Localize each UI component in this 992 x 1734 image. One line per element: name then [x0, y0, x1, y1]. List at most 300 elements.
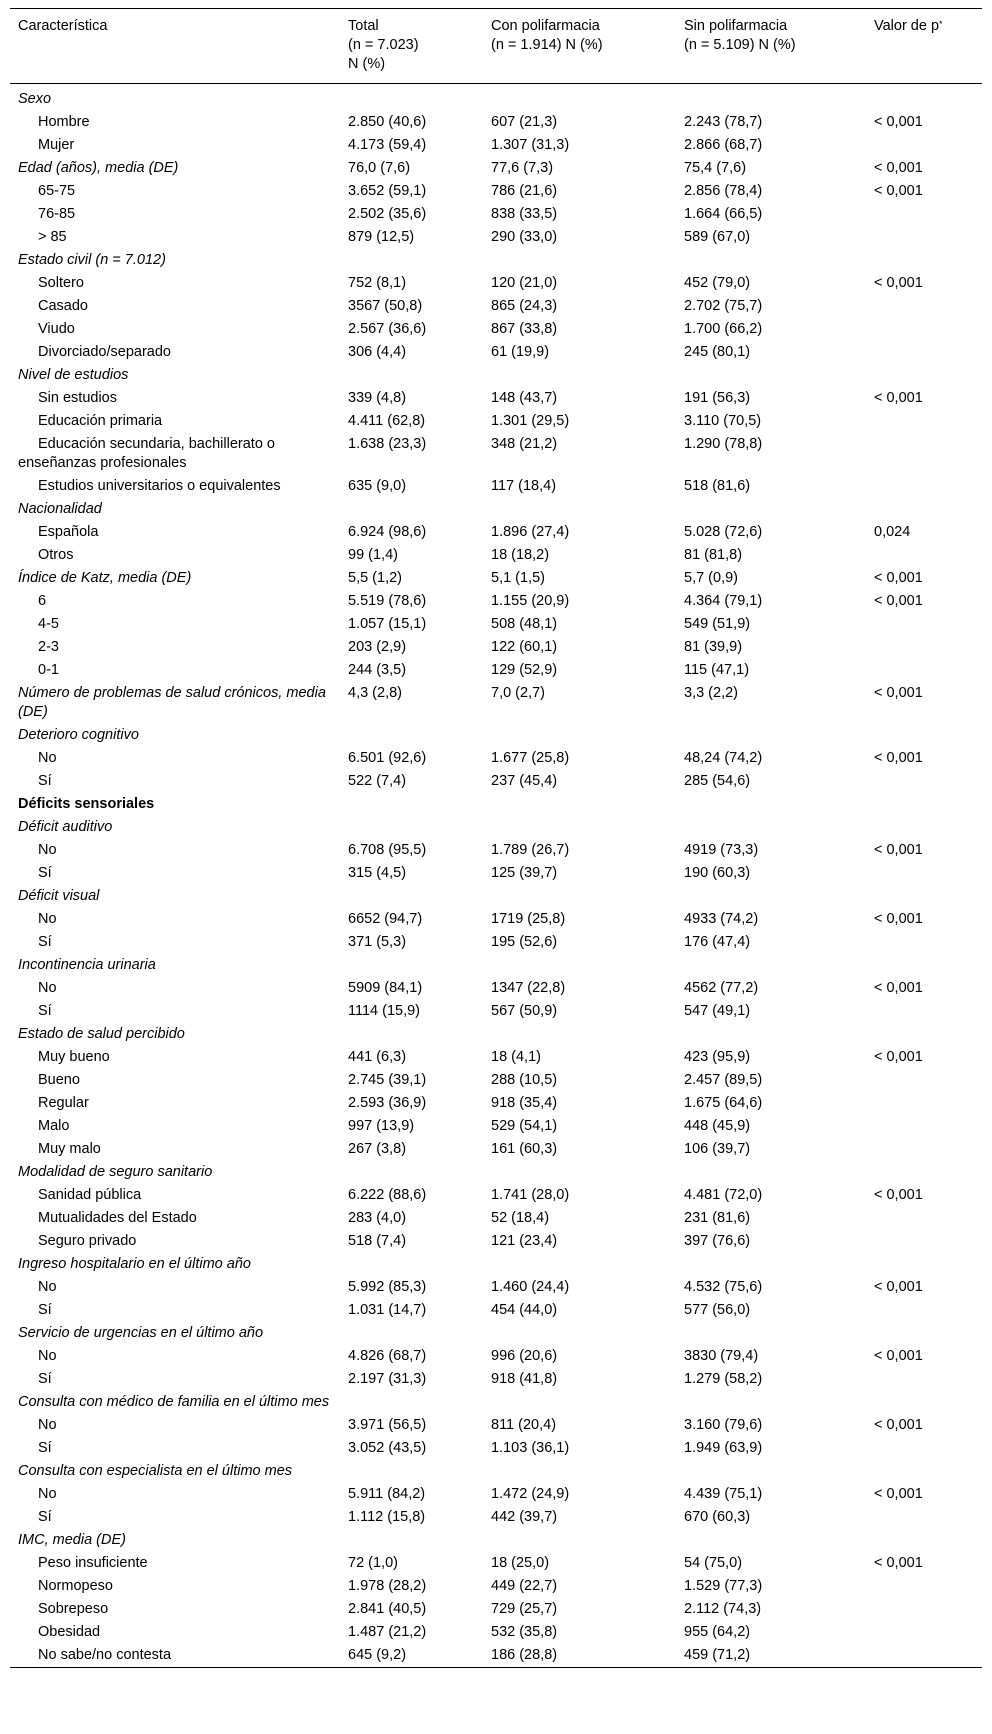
cell-without-polypharmacy: 285 (54,6) [684, 773, 751, 789]
cell-p-value [866, 1506, 982, 1529]
cell-total [340, 1529, 483, 1552]
cell-total [340, 816, 483, 839]
row-label: 0-1 [38, 662, 59, 678]
row-label: Edad (años), media (DE) [18, 160, 179, 176]
cell-without-polypharmacy [676, 1391, 866, 1414]
table-body [10, 84, 982, 1668]
cell-p-value: < 0,001 [874, 390, 923, 406]
table-row [10, 590, 982, 613]
row-label: Mutualidades del Estado [38, 1210, 197, 1226]
cell-with-polypharmacy: 5,1 (1,5) [491, 570, 545, 586]
table-row [10, 1276, 982, 1299]
cell-with-polypharmacy: 1.896 (27,4) [491, 524, 570, 540]
row-label: Sanidad pública [38, 1187, 142, 1203]
cell-total: 752 (8,1) [348, 275, 407, 291]
cell-total: 2.502 (35,6) [348, 206, 427, 222]
cell-p-value [866, 1138, 982, 1161]
cell-total: 5.519 (78,6) [348, 593, 427, 609]
row-label: Sí [38, 1302, 52, 1318]
table-row [10, 544, 982, 567]
table-row [10, 1437, 982, 1460]
cell-total [340, 1460, 483, 1483]
table-row [10, 498, 982, 521]
cell-with-polypharmacy: 186 (28,8) [491, 1647, 558, 1663]
row-label: Estado de salud percibido [18, 1026, 185, 1042]
cell-without-polypharmacy [676, 364, 866, 387]
table-row [10, 364, 982, 387]
cell-total [340, 364, 483, 387]
cell-without-polypharmacy: 54 (75,0) [684, 1555, 743, 1571]
table-row [10, 295, 982, 318]
cell-without-polypharmacy [676, 885, 866, 908]
cell-total: 2.745 (39,1) [348, 1072, 427, 1088]
cell-without-polypharmacy: 1.664 (66,5) [684, 206, 763, 222]
cell-total: 6.708 (95,5) [348, 842, 427, 858]
cell-p-value: < 0,001 [874, 1417, 923, 1433]
table-row [10, 793, 982, 816]
cell-with-polypharmacy [483, 1253, 676, 1276]
table-row [10, 862, 982, 885]
cell-with-polypharmacy: 532 (35,8) [491, 1624, 558, 1640]
table-row [10, 272, 982, 295]
cell-p-value: < 0,001 [874, 1187, 923, 1203]
table-row [10, 1575, 982, 1598]
table-row [10, 885, 982, 908]
cell-total: 315 (4,5) [348, 865, 407, 881]
cell-with-polypharmacy: 508 (48,1) [491, 616, 558, 632]
cell-with-polypharmacy: 529 (54,1) [491, 1118, 558, 1134]
table-row [10, 318, 982, 341]
cell-with-polypharmacy [483, 885, 676, 908]
row-label: Bueno [38, 1072, 80, 1088]
cell-without-polypharmacy: 4.364 (79,1) [684, 593, 763, 609]
row-label: Déficits sensoriales [18, 796, 155, 812]
cell-without-polypharmacy: 4.439 (75,1) [684, 1486, 763, 1502]
row-label: No [38, 1279, 57, 1295]
cell-total [340, 1161, 483, 1184]
row-label: 76-85 [38, 206, 76, 222]
row-label: Servicio de urgencias en el último año [18, 1325, 264, 1341]
table-row [10, 1506, 982, 1529]
row-label: > 85 [38, 229, 67, 245]
row-label: Consulta con especialista en el último mes [18, 1463, 293, 1479]
cell-total: 339 (4,8) [348, 390, 407, 406]
cell-without-polypharmacy: 3.110 (70,5) [684, 413, 762, 429]
cell-p-value [866, 1230, 982, 1253]
row-label: Nacionalidad [18, 501, 102, 517]
cell-without-polypharmacy: 459 (71,2) [684, 1647, 751, 1663]
row-label: Muy malo [38, 1141, 101, 1157]
cell-with-polypharmacy: 454 (44,0) [491, 1302, 558, 1318]
cell-total: 1.487 (21,2) [348, 1624, 427, 1640]
table-row [10, 84, 982, 112]
cell-with-polypharmacy [483, 1460, 676, 1483]
cell-p-value [866, 1023, 982, 1046]
cell-total: 371 (5,3) [348, 934, 407, 950]
cell-without-polypharmacy: 4562 (77,2) [684, 980, 759, 996]
cell-with-polypharmacy: 129 (52,9) [491, 662, 558, 678]
cell-without-polypharmacy [676, 793, 866, 816]
cell-without-polypharmacy [676, 1253, 866, 1276]
cell-total: 244 (3,5) [348, 662, 407, 678]
header-total: Total (n = 7.023) N (%) [348, 18, 419, 72]
cell-without-polypharmacy: 191 (56,3) [684, 390, 751, 406]
row-label: Incontinencia urinaria [18, 957, 156, 973]
cell-without-polypharmacy [676, 1161, 866, 1184]
row-label: No [38, 1486, 57, 1502]
cell-without-polypharmacy [676, 816, 866, 839]
table-row [10, 475, 982, 498]
cell-p-value [866, 862, 982, 885]
table-row [10, 134, 982, 157]
header-row [10, 9, 982, 84]
table-row [10, 157, 982, 180]
cell-without-polypharmacy: 423 (95,9) [684, 1049, 751, 1065]
cell-p-value [866, 613, 982, 636]
row-label: Modalidad de seguro sanitario [18, 1164, 213, 1180]
cell-with-polypharmacy: 290 (33,0) [491, 229, 558, 245]
cell-total: 879 (12,5) [348, 229, 415, 245]
cell-with-polypharmacy: 348 (21,2) [491, 436, 558, 452]
cell-without-polypharmacy [676, 249, 866, 272]
cell-total: 6.222 (88,6) [348, 1187, 427, 1203]
cell-total: 283 (4,0) [348, 1210, 407, 1226]
cell-with-polypharmacy: 122 (60,1) [491, 639, 558, 655]
row-label: 65-75 [38, 183, 76, 199]
cell-p-value [866, 1253, 982, 1276]
cell-p-value: < 0,001 [874, 1049, 923, 1065]
table-row [10, 1368, 982, 1391]
table-row [10, 636, 982, 659]
cell-p-value [866, 1644, 982, 1668]
cell-without-polypharmacy: 245 (80,1) [684, 344, 751, 360]
cell-total: 635 (9,0) [348, 478, 407, 494]
cell-p-value [866, 295, 982, 318]
cell-without-polypharmacy: 2.856 (78,4) [684, 183, 763, 199]
cell-without-polypharmacy: 48,24 (74,2) [684, 750, 763, 766]
cell-p-value [866, 1322, 982, 1345]
cell-total: 522 (7,4) [348, 773, 407, 789]
cell-total: 3.052 (43,5) [348, 1440, 427, 1456]
cell-p-value [866, 724, 982, 747]
cell-p-value [866, 931, 982, 954]
row-label: Soltero [38, 275, 84, 291]
cell-p-value: < 0,001 [874, 183, 923, 199]
cell-p-value [866, 885, 982, 908]
cell-p-value: < 0,001 [874, 980, 923, 996]
cell-with-polypharmacy: 449 (22,7) [491, 1578, 558, 1594]
cell-total: 2.841 (40,5) [348, 1601, 427, 1617]
table-row [10, 659, 982, 682]
cell-p-value [866, 659, 982, 682]
cell-with-polypharmacy: 567 (50,9) [491, 1003, 558, 1019]
cell-without-polypharmacy: 231 (81,6) [684, 1210, 751, 1226]
cell-total [340, 885, 483, 908]
row-label: Otros [38, 547, 74, 563]
cell-total: 72 (1,0) [348, 1555, 398, 1571]
cell-with-polypharmacy: 1.155 (20,9) [491, 593, 570, 609]
cell-p-value [866, 770, 982, 793]
cell-with-polypharmacy [483, 793, 676, 816]
row-label: No [38, 1348, 57, 1364]
cell-p-value [866, 1161, 982, 1184]
cell-total: 1.978 (28,2) [348, 1578, 427, 1594]
cell-total [340, 84, 483, 112]
table-row [10, 1345, 982, 1368]
cell-p-value [866, 1000, 982, 1023]
cell-total: 3.971 (56,5) [348, 1417, 427, 1433]
cell-total [340, 249, 483, 272]
cell-total: 1114 (15,9) [348, 1003, 421, 1019]
row-label: Sexo [18, 91, 52, 107]
row-label: No [38, 750, 57, 766]
row-label: Educación secundaria, bachillerato o enseñanzas profesionales [18, 436, 275, 471]
cell-total: 5909 (84,1) [348, 980, 423, 996]
row-label: No [38, 1417, 57, 1433]
cell-without-polypharmacy [676, 1529, 866, 1552]
table-row [10, 203, 982, 226]
cell-without-polypharmacy: 75,4 (7,6) [684, 160, 747, 176]
table-row [10, 931, 982, 954]
cell-with-polypharmacy [483, 84, 676, 112]
row-label: Muy bueno [38, 1049, 110, 1065]
table-row [10, 1552, 982, 1575]
cell-total: 2.850 (40,6) [348, 114, 427, 130]
cell-total: 3.652 (59,1) [348, 183, 427, 199]
table-row [10, 1483, 982, 1506]
table-row [10, 1644, 982, 1668]
table-row [10, 521, 982, 544]
cell-with-polypharmacy: 918 (35,4) [491, 1095, 558, 1111]
cell-with-polypharmacy: 867 (33,8) [491, 321, 558, 337]
table-row [10, 1023, 982, 1046]
header-with-polypharmacy: Con polifarmacia (n = 1.914) N (%) [491, 18, 603, 53]
cell-with-polypharmacy: 1.677 (25,8) [491, 750, 570, 766]
cell-p-value: < 0,001 [874, 593, 923, 609]
table-row [10, 180, 982, 203]
cell-with-polypharmacy: 117 (18,4) [491, 478, 557, 494]
cell-total: 4.173 (59,4) [348, 137, 427, 153]
cell-p-value: < 0,001 [874, 1279, 923, 1295]
cell-without-polypharmacy: 3.160 (79,6) [684, 1417, 763, 1433]
table-row [10, 1138, 982, 1161]
row-label: Estado civil (n = 7.012) [18, 252, 166, 268]
table-row [10, 1069, 982, 1092]
cell-p-value [866, 364, 982, 387]
table-container [10, 8, 982, 1668]
table-row [10, 1529, 982, 1552]
row-label: Consulta con médico de familia en el último mes [18, 1394, 330, 1410]
cell-with-polypharmacy: 125 (39,7) [491, 865, 558, 881]
cell-with-polypharmacy [483, 1529, 676, 1552]
cell-total [340, 1322, 483, 1345]
cell-with-polypharmacy: 918 (41,8) [491, 1371, 558, 1387]
table-row [10, 747, 982, 770]
row-label: Número de problemas de salud crónicos, media (DE) [18, 685, 326, 720]
cell-p-value [866, 410, 982, 433]
row-label: Deterioro cognitivo [18, 727, 139, 743]
cell-total: 1.031 (14,7) [348, 1302, 427, 1318]
table-row [10, 1184, 982, 1207]
cell-total: 1.057 (15,1) [348, 616, 427, 632]
table-row [10, 1322, 982, 1345]
table-row [10, 1230, 982, 1253]
table-row [10, 111, 982, 134]
cell-p-value: < 0,001 [874, 160, 923, 176]
cell-without-polypharmacy: 1.279 (58,2) [684, 1371, 763, 1387]
cell-total: 6.501 (92,6) [348, 750, 427, 766]
cell-with-polypharmacy [483, 1161, 676, 1184]
cell-without-polypharmacy: 190 (60,3) [684, 865, 751, 881]
cell-p-value [866, 954, 982, 977]
cell-p-value [866, 544, 982, 567]
cell-with-polypharmacy: 607 (21,3) [491, 114, 558, 130]
table-row [10, 1598, 982, 1621]
row-label: No sabe/no contesta [38, 1647, 172, 1663]
table-row [10, 1046, 982, 1069]
row-label: Educación primaria [38, 413, 163, 429]
table-row [10, 1115, 982, 1138]
row-label: Peso insuficiente [38, 1555, 148, 1571]
table-row [10, 433, 982, 475]
cell-with-polypharmacy: 1.301 (29,5) [491, 413, 570, 429]
cell-p-value [866, 249, 982, 272]
cell-p-value [866, 1207, 982, 1230]
cell-with-polypharmacy: 121 (23,4) [491, 1233, 558, 1249]
row-label: 2-3 [38, 639, 59, 655]
cell-p-value [866, 1437, 982, 1460]
row-label: Obesidad [38, 1624, 101, 1640]
table-row [10, 977, 982, 1000]
table-row [10, 249, 982, 272]
row-label: Sí [38, 1440, 52, 1456]
cell-with-polypharmacy: 77,6 (7,3) [491, 160, 554, 176]
cell-with-polypharmacy [483, 1391, 676, 1414]
cell-without-polypharmacy: 547 (49,1) [684, 1003, 751, 1019]
cell-total: 203 (2,9) [348, 639, 407, 655]
cell-total: 306 (4,4) [348, 344, 407, 360]
cell-with-polypharmacy [483, 498, 676, 521]
cell-with-polypharmacy: 18 (25,0) [491, 1555, 550, 1571]
cell-total: 267 (3,8) [348, 1141, 407, 1157]
row-label: Sí [38, 1371, 52, 1387]
cell-total: 4.826 (68,7) [348, 1348, 427, 1364]
cell-without-polypharmacy: 2.866 (68,7) [684, 137, 763, 153]
characteristics-table [10, 8, 982, 1668]
cell-with-polypharmacy [483, 1322, 676, 1345]
cell-without-polypharmacy: 3,3 (2,2) [684, 685, 738, 701]
table-row [10, 724, 982, 747]
table-row [10, 341, 982, 364]
cell-without-polypharmacy: 4.481 (72,0) [684, 1187, 763, 1203]
cell-without-polypharmacy: 955 (64,2) [684, 1624, 751, 1640]
row-label: Divorciado/separado [38, 344, 171, 360]
table-row [10, 410, 982, 433]
cell-without-polypharmacy: 670 (60,3) [684, 1509, 751, 1525]
cell-total: 441 (6,3) [348, 1049, 407, 1065]
cell-p-value: < 0,001 [874, 685, 923, 701]
row-label: Ingreso hospitalario en el último año [18, 1256, 251, 1272]
cell-total: 5,5 (1,2) [348, 570, 402, 586]
cell-with-polypharmacy: 52 (18,4) [491, 1210, 550, 1226]
table-row [10, 770, 982, 793]
table-row [10, 682, 982, 724]
cell-p-value: < 0,001 [874, 842, 923, 858]
row-label: Casado [38, 298, 88, 314]
table-row [10, 1414, 982, 1437]
cell-total: 2.593 (36,9) [348, 1095, 427, 1111]
cell-without-polypharmacy [676, 1023, 866, 1046]
cell-with-polypharmacy [483, 364, 676, 387]
cell-total [340, 954, 483, 977]
table-row [10, 1207, 982, 1230]
cell-p-value [866, 1299, 982, 1322]
cell-with-polypharmacy [483, 816, 676, 839]
cell-p-value [866, 1391, 982, 1414]
cell-without-polypharmacy [676, 1460, 866, 1483]
cell-p-value [866, 318, 982, 341]
cell-p-value: < 0,001 [874, 275, 923, 291]
row-label: No [38, 842, 57, 858]
row-label: Malo [38, 1118, 70, 1134]
cell-p-value: < 0,001 [874, 1486, 923, 1502]
row-label: Viudo [38, 321, 75, 337]
cell-p-value [866, 1069, 982, 1092]
row-label: Española [38, 524, 99, 540]
cell-without-polypharmacy: 549 (51,9) [684, 616, 751, 632]
cell-p-value: < 0,001 [874, 911, 923, 927]
table-row [10, 567, 982, 590]
cell-without-polypharmacy: 4.532 (75,6) [684, 1279, 763, 1295]
cell-without-polypharmacy: 176 (47,4) [684, 934, 751, 950]
cell-p-value [866, 203, 982, 226]
cell-with-polypharmacy [483, 1023, 676, 1046]
table-row [10, 954, 982, 977]
cell-without-polypharmacy [676, 954, 866, 977]
row-label: Déficit visual [18, 888, 100, 904]
cell-total: 2.567 (36,6) [348, 321, 427, 337]
row-label: Sí [38, 1509, 52, 1525]
cell-p-value [866, 134, 982, 157]
cell-p-value [866, 1115, 982, 1138]
cell-total [340, 1253, 483, 1276]
cell-without-polypharmacy: 5,7 (0,9) [684, 570, 738, 586]
table-row [10, 387, 982, 410]
cell-without-polypharmacy: 106 (39,7) [684, 1141, 751, 1157]
row-label: Seguro privado [38, 1233, 137, 1249]
row-label: Sí [38, 1003, 52, 1019]
cell-p-value [866, 636, 982, 659]
cell-with-polypharmacy: 811 (20,4) [491, 1417, 557, 1433]
cell-total: 6.924 (98,6) [348, 524, 427, 540]
table-row [10, 1161, 982, 1184]
cell-p-value [866, 1621, 982, 1644]
cell-total [340, 724, 483, 747]
table-row [10, 816, 982, 839]
cell-without-polypharmacy: 1.529 (77,3) [684, 1578, 763, 1594]
cell-p-value [866, 1460, 982, 1483]
table-row [10, 1092, 982, 1115]
row-label: No [38, 980, 57, 996]
footnote-mark: * [939, 19, 943, 29]
row-label: Sin estudios [38, 390, 117, 406]
cell-with-polypharmacy: 1.307 (31,3) [491, 137, 570, 153]
cell-total: 99 (1,4) [348, 547, 398, 563]
cell-with-polypharmacy [483, 954, 676, 977]
row-label: Sí [38, 773, 52, 789]
row-label: 6 [38, 593, 47, 609]
cell-p-value: < 0,001 [874, 1348, 923, 1364]
